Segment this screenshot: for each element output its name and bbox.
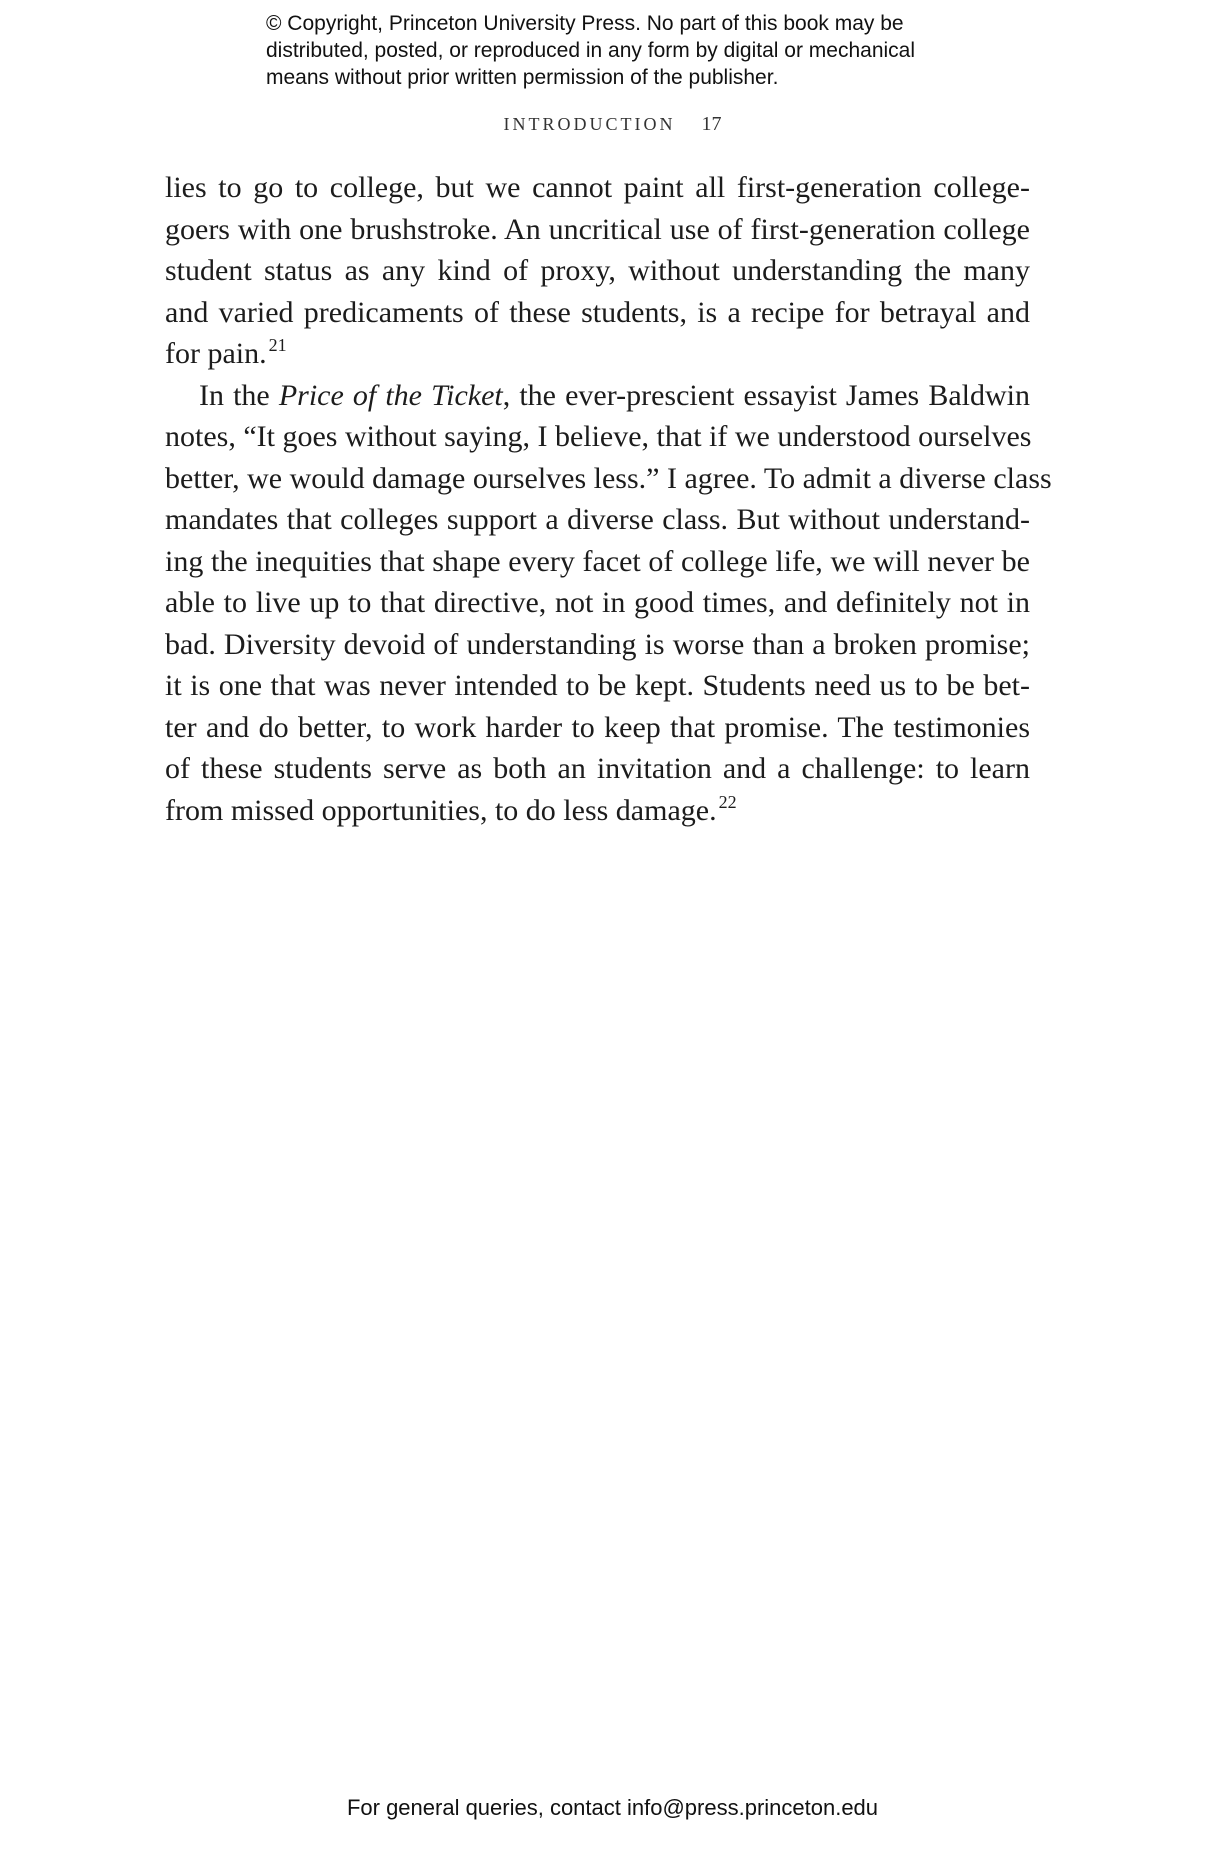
text-line: able to live up to that directive, not in good times, and definitely not in bbox=[165, 586, 1030, 619]
text-line: goers with one brushstroke. An uncritical use of first-generation college bbox=[165, 212, 1030, 246]
running-head bbox=[0, 113, 1225, 136]
text-line: lies to go to college, but we cannot paint all first-generation college- bbox=[165, 171, 1030, 204]
text-line: it is one that was never intended to be kept. Students need us to be bet- bbox=[165, 669, 1030, 702]
text-line: student status as any kind of proxy, without understanding the many bbox=[165, 254, 1030, 287]
text-segment: for pain. bbox=[165, 337, 267, 370]
text-segment: , the ever-prescient essayist James Baldwin bbox=[502, 378, 1030, 412]
text-line bbox=[165, 790, 1030, 832]
book-title: Price of the Ticket bbox=[278, 378, 503, 412]
text-segment: from missed opportunities, to do less damage. bbox=[165, 793, 717, 827]
text-line: better, we would damage ourselves less.” I agree. To admit a diverse class bbox=[165, 461, 1052, 495]
text-line bbox=[165, 333, 1030, 375]
footnote-marker: 21 bbox=[268, 335, 287, 355]
paragraph-1 bbox=[165, 167, 1030, 375]
text-line: notes, “It goes without saying, I believe, that if we understood ourselves bbox=[165, 420, 1032, 453]
chapter-title: INTRODUCTION bbox=[503, 114, 676, 134]
text-line bbox=[165, 375, 1030, 417]
copyright-line: © Copyright, Princeton University Press. No part of this book may be bbox=[266, 12, 904, 35]
page-number: 17 bbox=[701, 113, 722, 135]
text-line: mandates that colleges support a diverse class. But without understand- bbox=[165, 503, 1030, 536]
text-line: ter and do better, to work harder to keep that promise. The testimonies bbox=[165, 710, 1030, 744]
text-segment: In the bbox=[199, 378, 279, 412]
text-line: bad. Diversity devoid of understanding is worse than a broken promise; bbox=[165, 627, 1030, 661]
paragraph-2 bbox=[165, 375, 1052, 832]
copyright-line: distributed, posted, or reproduced in any form by digital or mechanical bbox=[266, 39, 916, 62]
text-line: of these students serve as both an invitation and a challenge: to learn bbox=[165, 752, 1030, 785]
copyright-line: means without prior written permission of the publisher. bbox=[266, 66, 779, 89]
footnote-marker: 22 bbox=[718, 791, 737, 812]
text-line: ing the inequities that shape every facet of college life, we will never be bbox=[165, 544, 1030, 578]
footer-contact: For general queries, contact info@press.princeton.edu bbox=[346, 1795, 879, 1820]
text-line: and varied predicaments of these students, is a recipe for betrayal and bbox=[165, 295, 1030, 329]
body-text bbox=[165, 167, 1052, 831]
copyright-notice bbox=[266, 10, 1026, 91]
